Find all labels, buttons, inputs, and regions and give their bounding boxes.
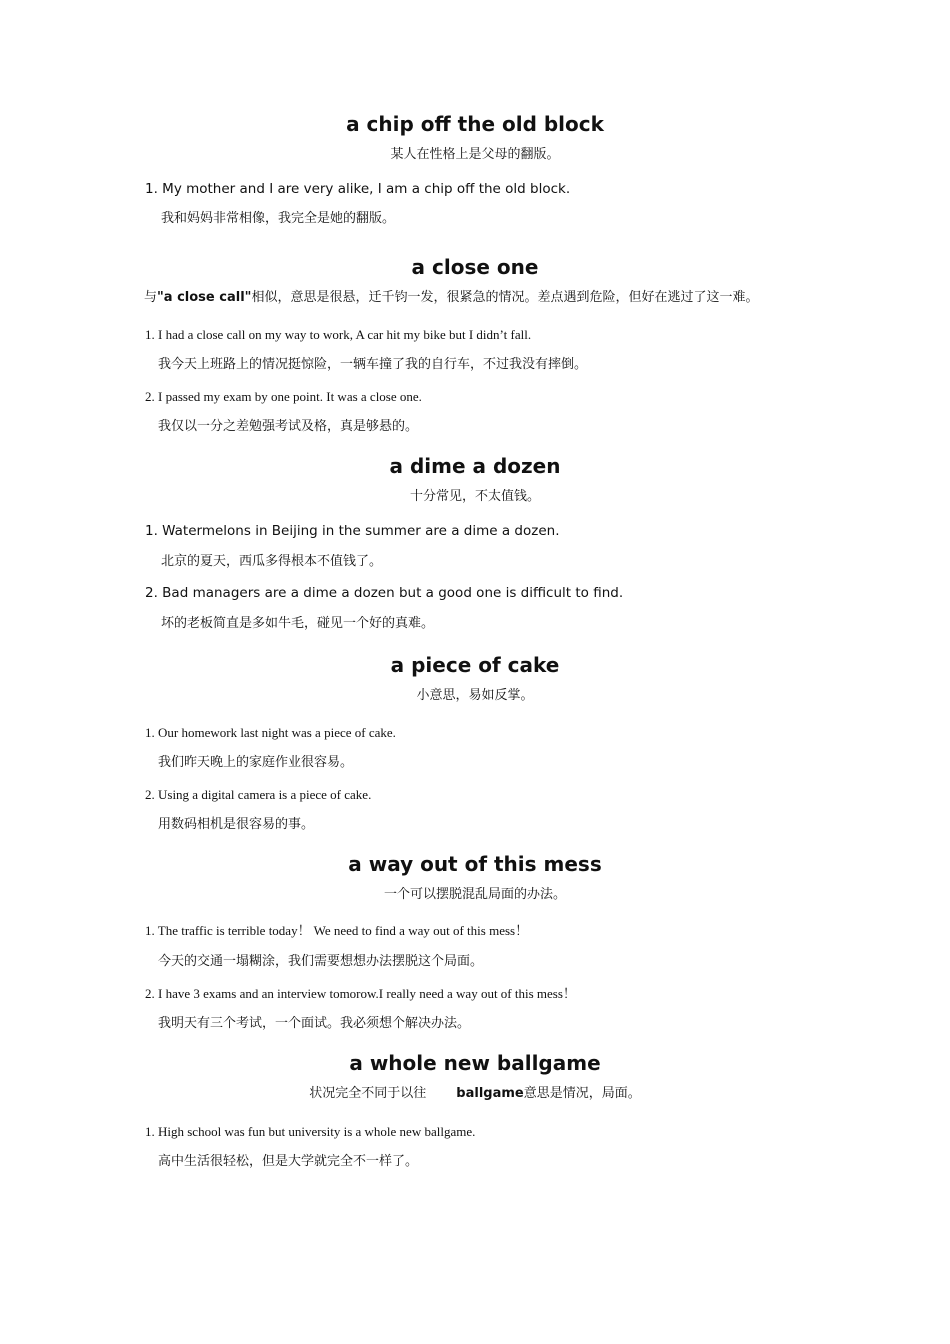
meaning-keyword: "a close call" xyxy=(157,290,252,305)
example-sentence-en: 1. Our homework last night was a piece of cake. xyxy=(145,725,396,740)
example-sentence-en: 2. I have 3 exams and an interview tomorow.I really need a way out of this mess！ xyxy=(145,986,576,1001)
example-sentence-en: 1. Watermelons in Beijing in the summer are a dime a dozen. xyxy=(145,523,560,539)
meaning-prefix: 与 xyxy=(144,290,158,305)
example-sentence-en: 2. Using a digital camera is a piece of cake. xyxy=(145,787,372,802)
example-sentence-en: 1. I had a close call on my way to work, A car hit my bike but I didn’t fall. xyxy=(145,327,532,342)
idiom-meaning: 十分常见，不太值钱。 xyxy=(409,489,540,504)
meaning-suffix: 相似，意思是很悬，迁千钧一发，很紧急的情况。差点遇到危险，但好在逃过了这一难。 xyxy=(251,290,759,305)
example-sentence-zh: 我仅以一分之差勉强考试及格，真是够悬的。 xyxy=(158,419,419,434)
meaning-keyword: ballgame xyxy=(456,1086,524,1101)
example-sentence-zh: 我和妈妈非常相像，我完全是她的翻版。 xyxy=(161,211,396,226)
idiom-title: a way out of this mess xyxy=(348,852,602,876)
example-sentence-zh: 我明天有三个考试，一个面试。我必须想个解决办法。 xyxy=(158,1016,471,1031)
idiom-meaning xyxy=(144,289,844,307)
example-sentence-zh: 今天的交通一塌糊涂，我们需要想想办法摆脱这个局面。 xyxy=(158,954,484,969)
idiom-title: a piece of cake xyxy=(390,653,560,677)
example-sentence-en: 1. My mother and I are very alike, I am a chip off the old block. xyxy=(145,181,571,197)
example-sentence-zh: 北京的夏天，西瓜多得根本不值钱了。 xyxy=(161,554,383,569)
idiom-title: a dime a dozen xyxy=(389,454,561,478)
example-sentence-zh: 我们昨天晚上的家庭作业很容易。 xyxy=(158,755,354,770)
example-sentence-zh: 高中生活很轻松，但是大学就完全不一样了。 xyxy=(158,1154,419,1169)
idiom-meaning: 某人在性格上是父母的翻版。 xyxy=(390,147,560,162)
meaning-prefix: 状况完全不同于以往 xyxy=(309,1086,427,1101)
example-sentence-en: 1. The traffic is terrible today！ We need to find a way out of this mess！ xyxy=(145,923,529,938)
idiom-meaning: 小意思，易如反掌。 xyxy=(416,688,534,703)
meaning-suffix: 意思是情况，局面。 xyxy=(523,1086,641,1101)
example-sentence-en: 1. High school was fun but university is a whole new ballgame. xyxy=(145,1124,476,1139)
example-sentence-zh: 坏的老板简直是多如牛毛，碰见一个好的真难。 xyxy=(161,616,435,631)
idiom-meaning: 一个可以摆脱混乱局面的办法。 xyxy=(383,887,566,902)
idiom-title: a chip off the old block xyxy=(346,112,604,136)
example-sentence-zh: 我今天上班路上的情况挺惊险，一辆车撞了我的自行车，不过我没有摔倒。 xyxy=(158,357,588,372)
idiom-title: a close one xyxy=(411,255,539,279)
example-sentence-en: 2. Bad managers are a dime a dozen but a good one is difficult to find. xyxy=(145,585,624,601)
idiom-meaning xyxy=(0,1085,950,1103)
idiom-title: a whole new ballgame xyxy=(349,1051,601,1075)
example-sentence-zh: 用数码相机是很容易的事。 xyxy=(158,817,315,832)
example-sentence-en: 2. I passed my exam by one point. It was a close one. xyxy=(145,389,422,404)
